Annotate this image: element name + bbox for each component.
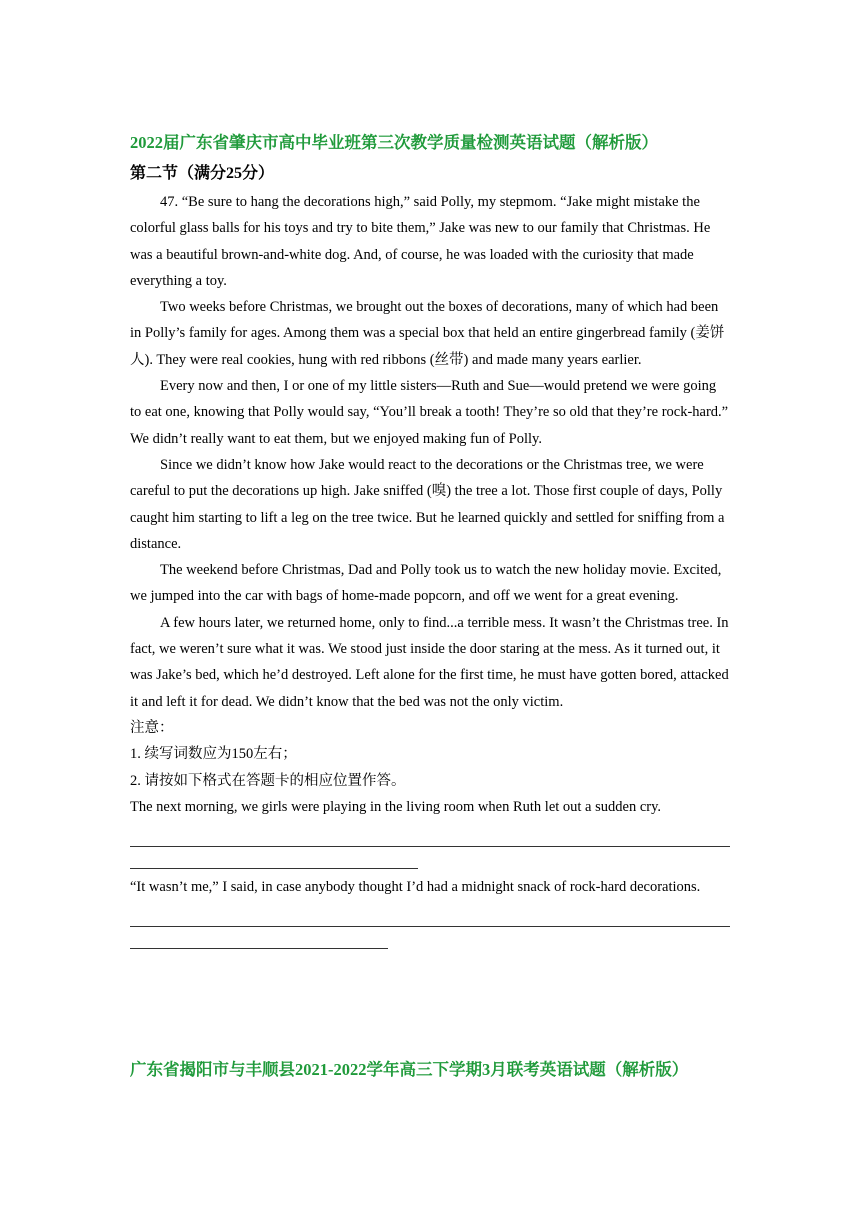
continuation-prompt-2: “It wasn’t me,” I said, in case anybody thought I’d had a midnight snack of rock-hard decorations. [130,879,701,896]
paragraph-1: 47. “Be sure to hang the decorations high,” said Polly, my stepmom. “Jake might mistake the colorful glass balls for his toys and try to bite them,” Jake was new to our family that Christmas. He was a beautiful brown-and-white dog. And, of course, he was loaded with the curiosity that made everything a toy. [130,194,711,289]
paragraph-3: Every now and then, I or one of my little sisters—Ruth and Sue—would pretend we were going to eat one, knowing that Polly would say, “You’ll break a tooth! They’re so old that they’re rock-hard.” We didn’t really want to eat them, but we enjoyed making fun of Polly. [130,378,729,447]
answer-line [130,900,730,927]
continuation-prompt-1: The next morning, we girls were playing in the living room when Ruth let out a sudden cry. [130,798,662,815]
paragraph-6: A few hours later, we returned home, only to find...a terrible mess. It wasn’t the Christmas tree. In fact, we weren’t sure what it was. We stood just inside the door staring at the mess. As it turned out, it was Jake’s bed, which he’d destroyed. Left alone for the first time, he must have gotten bored, attacked it and left it for dead. We didn’t know that the bed was not the only victim. [130,614,729,710]
note-2: 2. 请按如下格式在答题卡的相应位置作答。 [130,772,406,789]
document-heading: 2022届广东省肇庆市高中毕业班第三次教学质量检测英语试题（解析版） [130,133,658,152]
answer-line [130,927,388,949]
notes-label: 注意： [130,719,174,736]
answer-line [130,847,418,869]
answer-line [130,820,730,847]
next-document-heading: 广东省揭阳市与丰顺县2021-2022学年高三下学期3月联考英语试题（解析版） [130,1060,689,1079]
document-body [130,130,730,949]
paragraph-4: Since we didn’t know how Jake would react to the decorations or the Christmas tree, we were careful to put the decorations up high. Jake sniffed (嗅) the tree a lot. Those first couple of days, Polly caught him starting to lift a leg on the tree twice. But he learned quickly and settled for sniffing from a distance. [130,456,725,552]
section-title: 第二节（满分25分） [130,165,275,182]
paragraph-5: The weekend before Christmas, Dad and Polly took us to watch the new holiday movie. Excited, we jumped into the car with bags of home-made popcorn, and off we went for a great evening. [130,562,722,605]
paragraph-2: Two weeks before Christmas, we brought out the boxes of decorations, many of which had been in Polly’s family for ages. Among them was a special box that held an entire gingerbread family (姜饼人). They were real cookies, hung with red ribbons (丝带) and made many years earlier. [130,299,725,368]
note-1: 1. 续写词数应为150左右； [130,746,297,763]
